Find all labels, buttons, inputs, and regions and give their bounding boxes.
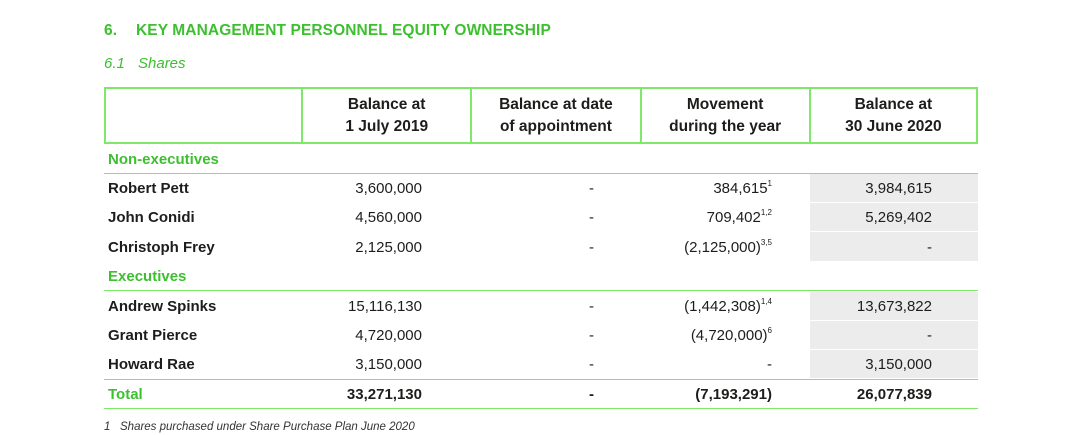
table-row xyxy=(104,292,978,321)
header-movement: Movement during the year xyxy=(640,89,809,142)
movement: $(2,125,000)^{3,5}$ xyxy=(684,238,772,256)
subsection-title: Shares xyxy=(138,55,186,72)
group-row-executives xyxy=(104,262,978,291)
balance-opening: 3,150,000 xyxy=(355,356,422,373)
footnote xyxy=(104,421,415,433)
header-name-column xyxy=(106,89,301,142)
movement: 709,402$^{1,2}$ xyxy=(706,208,772,226)
person-name: Christoph Frey xyxy=(108,239,215,256)
balance-closing: 3,150,000 xyxy=(865,356,932,373)
total-balance-opening: 33,271,130 xyxy=(346,386,422,403)
balance-closing: - xyxy=(927,327,932,344)
balance-opening: 3,600,000 xyxy=(355,180,422,197)
total-row xyxy=(104,379,978,409)
total-balance-closing: 26,077,839 xyxy=(856,386,932,403)
section-heading xyxy=(104,22,551,40)
group-label: Non-executives xyxy=(108,151,219,168)
balance-opening: 15,116,130 xyxy=(348,298,422,315)
movement: 384,615$^1$ xyxy=(713,179,772,197)
section-number: 6. xyxy=(104,22,118,39)
person-name: Andrew Spinks xyxy=(108,298,217,315)
total-label: Total xyxy=(108,386,143,403)
person-name: Robert Pett xyxy=(108,180,189,197)
balance-opening: 4,560,000 xyxy=(355,209,422,226)
balance-appointment: - xyxy=(589,239,594,256)
balance-opening: 4,720,000 xyxy=(355,327,422,344)
footnote-ref: 1,4 xyxy=(760,297,772,306)
footnote-text: Shares purchased under Share Purchase Plan June 2020 xyxy=(120,421,415,433)
footnote-number: 1 xyxy=(104,421,111,433)
section-title: KEY MANAGEMENT PERSONNEL EQUITY OWNERSHIP xyxy=(136,22,551,39)
table-row xyxy=(104,203,978,232)
balance-closing: - xyxy=(927,239,932,256)
movement: $(1,442,308)^{1,4}$ xyxy=(684,297,772,315)
movement: $(4,720,000)^6$ xyxy=(690,326,772,344)
person-name: Grant Pierce xyxy=(108,327,198,344)
balance-opening: 2,125,000 xyxy=(355,239,422,256)
balance-appointment: - xyxy=(589,327,594,344)
person-name: John Conidi xyxy=(108,209,195,226)
table-row xyxy=(104,350,978,379)
subsection-heading xyxy=(104,55,186,72)
balance-closing: 13,673,822 xyxy=(856,298,932,315)
table-row xyxy=(104,174,978,203)
footnote-ref: 1 xyxy=(767,179,772,188)
header-balance-closing: Balance at 30 June 2020 xyxy=(809,89,976,142)
balance-closing: 3,984,615 xyxy=(865,180,932,197)
subsection-number: 6.1 xyxy=(104,55,125,72)
balance-appointment: - xyxy=(589,180,594,197)
table-row xyxy=(104,233,978,262)
movement: - xyxy=(767,356,772,373)
balance-appointment: - xyxy=(589,209,594,226)
table-row xyxy=(104,321,978,350)
balance-closing: 5,269,402 xyxy=(865,209,932,226)
footnote-ref: 6 xyxy=(767,326,772,335)
footnote-ref: 1,2 xyxy=(760,208,772,217)
footnote-ref: 3,5 xyxy=(760,238,772,247)
balance-appointment: - xyxy=(589,298,594,315)
group-row-non-executives xyxy=(104,145,978,174)
person-name: Howard Rae xyxy=(108,356,195,373)
header-balance-appointment: Balance at date of appointment xyxy=(470,89,639,142)
total-balance-appointment: - xyxy=(589,386,594,403)
header-balance-opening: Balance at 1 July 2019 xyxy=(301,89,470,142)
table-header xyxy=(104,87,978,144)
group-label: Executives xyxy=(108,268,187,285)
total-movement: (7,193,291) xyxy=(695,386,772,403)
balance-appointment: - xyxy=(589,356,594,373)
